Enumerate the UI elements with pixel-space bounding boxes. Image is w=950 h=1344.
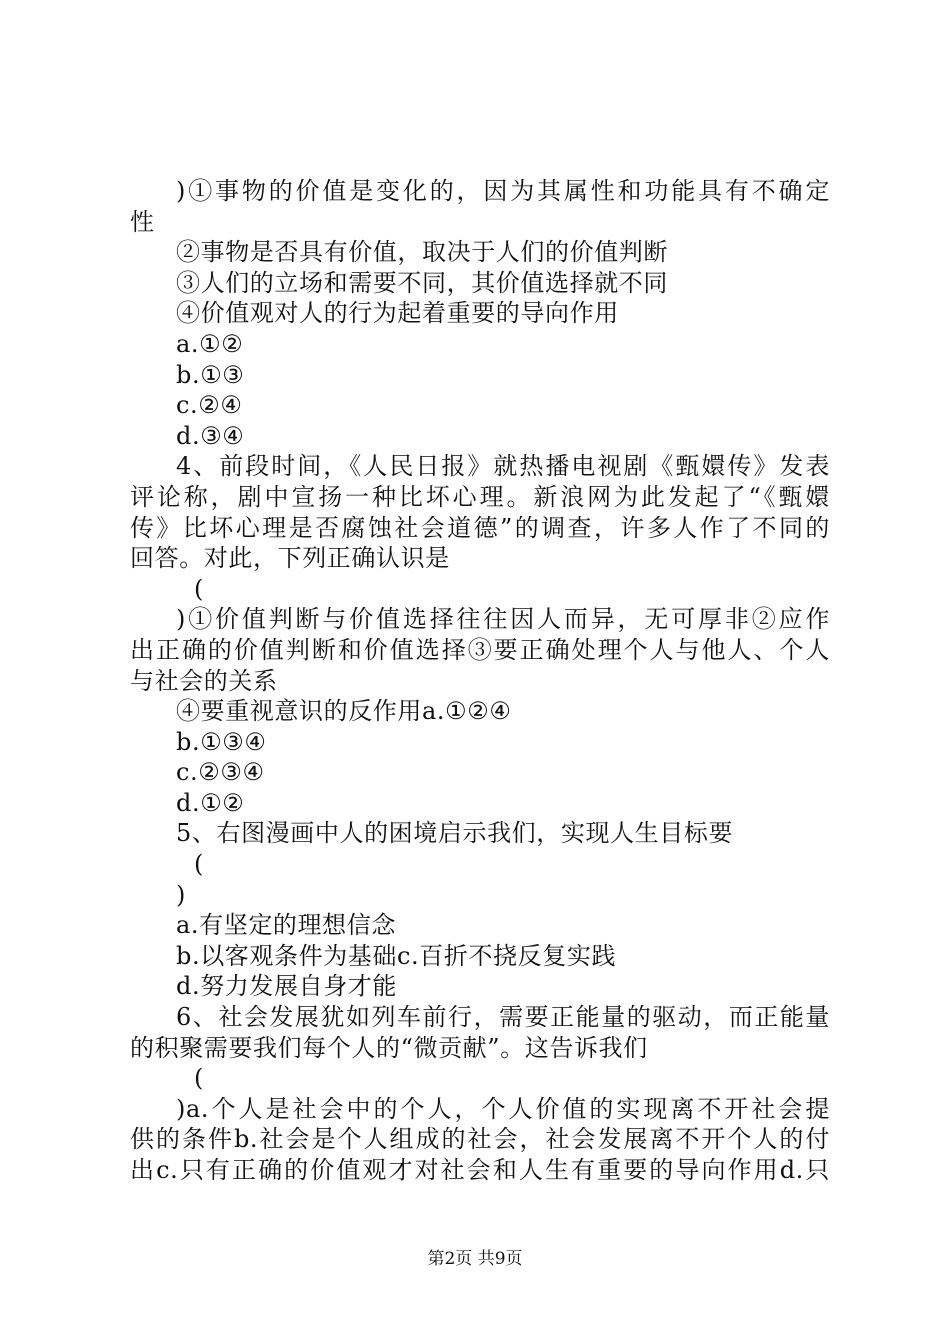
statement-line: ④要重视意识的反作用a.①②④ [176, 697, 512, 726]
question-line: 4、前段时间，《人民日报》就热播电视剧《甄嬛传》发表 [176, 452, 830, 481]
answer-bracket: ( [194, 574, 204, 603]
answer-option: b.①③④ [176, 727, 267, 756]
option-line: 供的条件b.社会是个人组成的社会，社会发展离不开个人的付 [130, 1125, 830, 1154]
document-body [130, 176, 830, 1186]
answer-bracket: ( [194, 850, 204, 879]
statement-line: ②事物是否具有价值，取决于人们的价值判断 [176, 238, 668, 267]
answer-option: c.②③④ [176, 758, 265, 787]
option-line: )①事物的价值是变化的，因为其属性和功能具有不确定 [176, 177, 830, 205]
question-line: 6、社会发展犹如列车前行，需要正能量的驱动，而正能量 [176, 1003, 830, 1032]
question-line: 评论称，剧中宣扬一种比坏心理。新浪网为此发起了“《甄嬛 [130, 482, 830, 511]
page-footer: 第2页 共9页 [427, 1249, 523, 1269]
answer-option: c.②④ [176, 391, 243, 420]
question-line: 传》比坏心理是否腐蚀社会道德”的调查，许多人作了不同的 [130, 513, 830, 542]
answer-option: a.①② [176, 329, 244, 358]
answer-option: d.努力发展自身才能 [176, 972, 397, 1001]
text-line: 性 [130, 207, 155, 236]
question-line: 的积聚需要我们每个人的“微贡献”。这告诉我们 [130, 1033, 648, 1062]
option-line: 出正确的价值判断和价值选择③要正确处理个人与他人、个人 [130, 635, 830, 664]
answer-option: b.①③ [176, 360, 245, 389]
question-line: 回答。对此，下列正确认识是 [130, 544, 450, 573]
option-line: 与社会的关系 [130, 666, 278, 695]
answer-bracket: ) [176, 880, 186, 909]
option-line: 出c.只有正确的价值观才对社会和人生有重要的导向作用d.只 [130, 1156, 830, 1184]
answer-bracket: ( [194, 1064, 204, 1093]
option-line: )①价值判断与价值选择往往因人而异，无可厚非②应作 [176, 605, 830, 634]
answer-option: d.①② [176, 788, 245, 817]
answer-option: a.有坚定的理想信念 [176, 911, 396, 940]
statement-line: ④价值观对人的行为起着重要的导向作用 [176, 299, 619, 328]
question-line: 5、右图漫画中人的困境启示我们，实现人生目标要 [176, 819, 734, 848]
option-line: )a.个人是社会中的个人，个人价值的实现离不开社会提 [176, 1094, 830, 1123]
answer-option: b.以客观条件为基础c.百折不挠反复实践 [176, 941, 617, 970]
answer-option: d.③④ [176, 421, 245, 450]
statement-line: ③人们的立场和需要不同，其价值选择就不同 [176, 268, 668, 297]
